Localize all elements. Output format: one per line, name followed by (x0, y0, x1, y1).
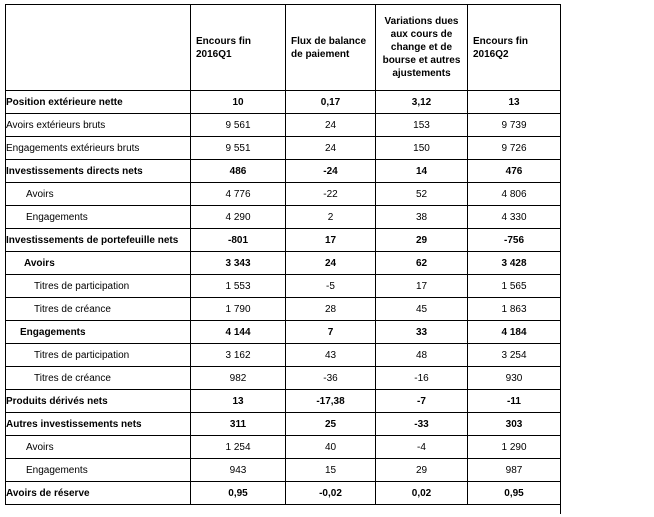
row-label: Investissements de portefeuille nets (6, 229, 191, 252)
row-label: Produits dérivés nets (6, 390, 191, 413)
table-row (6, 413, 561, 436)
table-row (6, 137, 561, 160)
cell-stock-q2: 13 (468, 91, 561, 114)
table-row (6, 114, 561, 137)
cell-stock-q1: 4 776 (191, 183, 286, 206)
cell-stock-q2: 303 (468, 413, 561, 436)
cell-valuation-changes: 14 (376, 160, 468, 183)
cell-bop-flows: 24 (286, 252, 376, 275)
cell-valuation-changes: 17 (376, 275, 468, 298)
cell-stock-q1: 4 144 (191, 321, 286, 344)
row-label: Avoirs (6, 183, 191, 206)
cell-stock-q1: 4 290 (191, 206, 286, 229)
row-label: Engagements (6, 459, 191, 482)
cell-bop-flows: 0,17 (286, 91, 376, 114)
cell-stock-q1: 10 (191, 91, 286, 114)
row-label: Titres de participation (6, 275, 191, 298)
table-row (6, 275, 561, 298)
cell-valuation-changes: 3,12 (376, 91, 468, 114)
table-row (6, 482, 561, 505)
table-row (6, 459, 561, 482)
row-label: Avoirs (6, 252, 191, 275)
table-row (6, 91, 561, 114)
balance-of-payments-table (5, 4, 561, 505)
cell-stock-q1: 1 790 (191, 298, 286, 321)
cell-stock-q2: 4 184 (468, 321, 561, 344)
table-row (6, 183, 561, 206)
cell-valuation-changes: 45 (376, 298, 468, 321)
cell-valuation-changes: 33 (376, 321, 468, 344)
table-row (6, 298, 561, 321)
cell-stock-q1: 982 (191, 367, 286, 390)
cell-bop-flows: 7 (286, 321, 376, 344)
cell-valuation-changes: 52 (376, 183, 468, 206)
cell-stock-q2: 1 863 (468, 298, 561, 321)
row-label: Titres de créance (6, 367, 191, 390)
cell-stock-q2: 3 428 (468, 252, 561, 275)
cell-stock-q1: 943 (191, 459, 286, 482)
cell-stock-q1: 13 (191, 390, 286, 413)
table-header-row (6, 5, 561, 91)
cell-valuation-changes: 38 (376, 206, 468, 229)
table-row (6, 206, 561, 229)
cell-stock-q2: -756 (468, 229, 561, 252)
cell-stock-q2: 930 (468, 367, 561, 390)
cell-bop-flows: 40 (286, 436, 376, 459)
cursor-mark (560, 500, 561, 514)
cell-bop-flows: -36 (286, 367, 376, 390)
cell-stock-q1: 1 254 (191, 436, 286, 459)
table-row (6, 436, 561, 459)
cell-stock-q1: 9 551 (191, 137, 286, 160)
row-label: Engagements (6, 206, 191, 229)
header-valuation-changes: Variations dues aux cours de change et de bourse et autres ajustements (376, 5, 468, 91)
cell-stock-q2: 476 (468, 160, 561, 183)
table-row (6, 367, 561, 390)
row-label: Avoirs (6, 436, 191, 459)
cell-stock-q2: 0,95 (468, 482, 561, 505)
header-bop-flows: Flux de balance de paiement (286, 5, 376, 91)
cell-bop-flows: 15 (286, 459, 376, 482)
cell-bop-flows: 17 (286, 229, 376, 252)
cell-valuation-changes: 48 (376, 344, 468, 367)
cell-valuation-changes: 62 (376, 252, 468, 275)
header-stock-q2: Encours fin 2016Q2 (468, 5, 561, 91)
cell-valuation-changes: 29 (376, 229, 468, 252)
header-stock-q1: Encours fin 2016Q1 (191, 5, 286, 91)
cell-bop-flows: 24 (286, 114, 376, 137)
cell-stock-q2: 9 726 (468, 137, 561, 160)
cell-stock-q2: 1 565 (468, 275, 561, 298)
cell-stock-q2: 9 739 (468, 114, 561, 137)
row-label: Titres de créance (6, 298, 191, 321)
cell-bop-flows: 43 (286, 344, 376, 367)
cell-stock-q2: 987 (468, 459, 561, 482)
cell-stock-q1: 1 553 (191, 275, 286, 298)
row-label: Position extérieure nette (6, 91, 191, 114)
cell-bop-flows: -22 (286, 183, 376, 206)
cell-valuation-changes: 0,02 (376, 482, 468, 505)
row-label: Titres de participation (6, 344, 191, 367)
row-label: Investissements directs nets (6, 160, 191, 183)
cell-bop-flows: 2 (286, 206, 376, 229)
cell-valuation-changes: 153 (376, 114, 468, 137)
cell-stock-q2: 1 290 (468, 436, 561, 459)
cell-bop-flows: 25 (286, 413, 376, 436)
cell-stock-q2: 4 806 (468, 183, 561, 206)
table-row (6, 344, 561, 367)
cell-bop-flows: 28 (286, 298, 376, 321)
row-label: Autres investissements nets (6, 413, 191, 436)
table-row (6, 390, 561, 413)
cell-valuation-changes: -16 (376, 367, 468, 390)
cell-valuation-changes: -7 (376, 390, 468, 413)
cell-stock-q1: 3 343 (191, 252, 286, 275)
cell-stock-q2: -11 (468, 390, 561, 413)
cell-stock-q1: 0,95 (191, 482, 286, 505)
cell-stock-q2: 3 254 (468, 344, 561, 367)
cell-bop-flows: -5 (286, 275, 376, 298)
row-label: Avoirs de réserve (6, 482, 191, 505)
cell-valuation-changes: -33 (376, 413, 468, 436)
row-label: Engagements extérieurs bruts (6, 137, 191, 160)
table-row (6, 160, 561, 183)
cell-stock-q1: 311 (191, 413, 286, 436)
cell-stock-q1: 9 561 (191, 114, 286, 137)
cell-bop-flows: -24 (286, 160, 376, 183)
cell-bop-flows: -17,38 (286, 390, 376, 413)
cell-bop-flows: -0,02 (286, 482, 376, 505)
cell-stock-q1: 3 162 (191, 344, 286, 367)
table-row (6, 252, 561, 275)
row-label: Avoirs extérieurs bruts (6, 114, 191, 137)
cell-stock-q1: 486 (191, 160, 286, 183)
cell-valuation-changes: 150 (376, 137, 468, 160)
cell-stock-q2: 4 330 (468, 206, 561, 229)
table-row (6, 321, 561, 344)
cell-valuation-changes: -4 (376, 436, 468, 459)
cell-stock-q1: -801 (191, 229, 286, 252)
cell-bop-flows: 24 (286, 137, 376, 160)
cell-valuation-changes: 29 (376, 459, 468, 482)
header-label-cell (6, 5, 191, 91)
row-label: Engagements (6, 321, 191, 344)
table-row (6, 229, 561, 252)
